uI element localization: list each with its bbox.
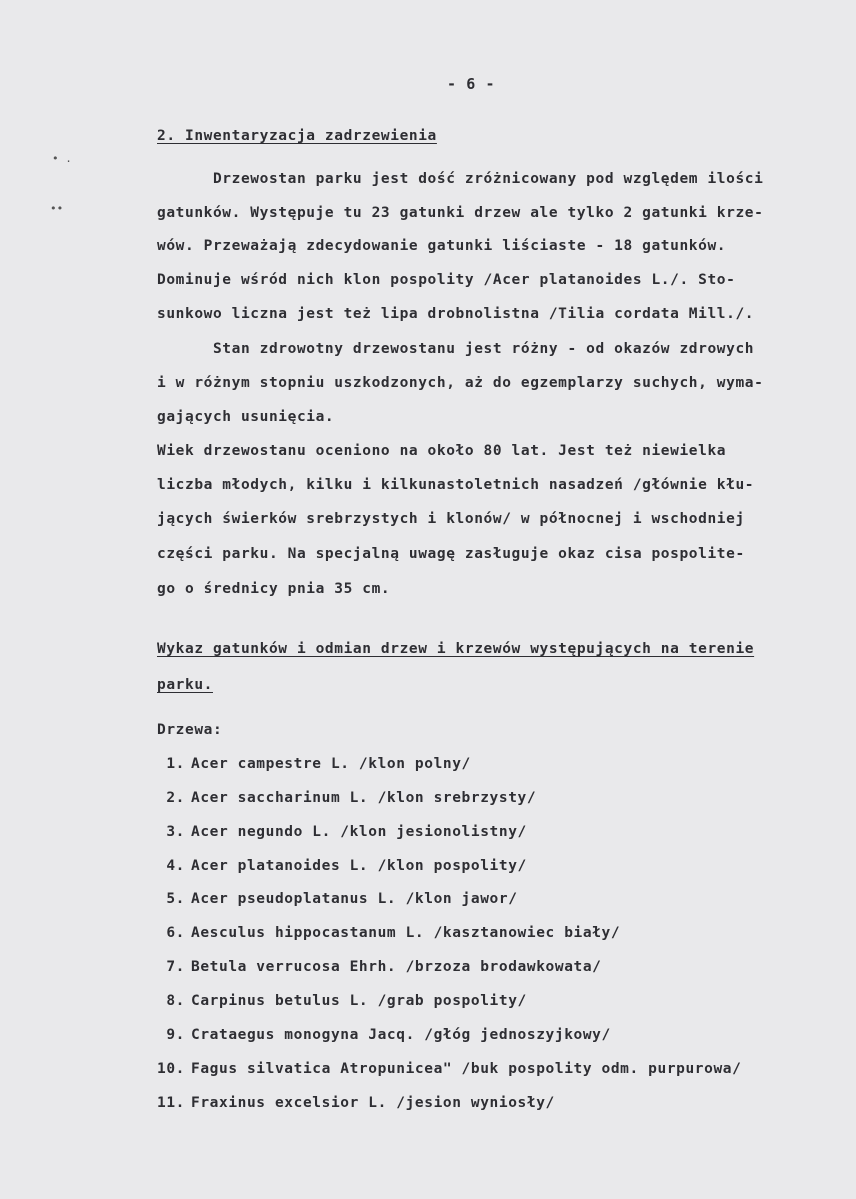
paragraph-line: części parku. Na specjalną uwagę zasługuje okaz cisa pospolite-	[157, 546, 745, 562]
item-text: Fagus silvatica Atropunicea" /buk pospolity odm. purpurowa/	[191, 1061, 742, 1077]
item-text: Betula verrucosa Ehrh. /brzoza brodawkowata/	[191, 959, 602, 975]
item-number: 6.	[166, 925, 185, 941]
paragraph-line: Dominuje wśród nich klon pospolity /Acer platanoides L./. Sto-	[157, 272, 736, 288]
list-item	[157, 891, 518, 907]
item-text: Acer platanoides L. /klon pospolity/	[191, 858, 527, 874]
item-number: 11.	[157, 1095, 185, 1111]
item-number: 8.	[166, 993, 185, 1009]
list-item	[157, 858, 527, 874]
section-heading: 2. Inwentaryzacja zadrzewienia	[157, 128, 437, 144]
item-text: Fraxinus excelsior L. /jesion wyniosły/	[191, 1095, 555, 1111]
item-number: 7.	[166, 959, 185, 975]
list-item	[157, 824, 527, 840]
item-text: Acer saccharinum L. /klon srebrzysty/	[191, 790, 537, 806]
item-text: Carpinus betulus L. /grab pospolity/	[191, 993, 527, 1009]
item-text: Aesculus hippocastanum L. /kasztanowiec biały/	[191, 925, 621, 941]
paragraph-line: gatunków. Występuje tu 23 gatunki drzew ale tylko 2 gatunki krze-	[157, 205, 764, 221]
list-title: Wykaz gatunków i odmian drzew i krzewów występujących na terenie	[157, 641, 755, 657]
paragraph-line: Drzewostan parku jest dość zróżnicowany pod względem ilości	[157, 171, 764, 187]
margin-dots: • .	[52, 152, 72, 165]
paragraph-line: Wiek drzewostanu oceniono na około 80 lat. Jest też niewielka	[157, 443, 727, 459]
list-item	[157, 1027, 611, 1043]
item-text: Acer pseudoplatanus L. /klon jawor/	[191, 891, 518, 907]
item-number: 3.	[166, 824, 185, 840]
list-item	[157, 925, 620, 941]
paragraph-line: jących świerków srebrzystych i klonów/ w północnej i wschodniej	[157, 511, 745, 527]
item-text: Acer negundo L. /klon jesionolistny/	[191, 824, 527, 840]
paragraph-line: Stan zdrowotny drzewostanu jest różny - od okazów zdrowych	[157, 341, 755, 357]
paragraph-line: i w różnym stopniu uszkodzonych, aż do egzemplarzy suchych, wyma-	[157, 375, 764, 391]
list-item	[140, 1061, 741, 1077]
margin-dots: ••	[50, 202, 64, 215]
item-number: 9.	[166, 1027, 185, 1043]
list-title: parku.	[157, 677, 213, 693]
paragraph-line: wów. Przeważają zdecydowanie gatunki liściaste - 18 gatunków.	[157, 238, 727, 254]
list-subheading: Drzewa:	[157, 722, 223, 738]
item-text: Acer campestre L. /klon polny/	[191, 756, 471, 772]
item-number: 5.	[166, 891, 185, 907]
page-number: - 6 -	[447, 75, 496, 93]
paragraph-line: gających usunięcia.	[157, 409, 335, 425]
item-number: 2.	[166, 790, 185, 806]
item-text: Crataegus monogyna Jacq. /głóg jednoszyjkowy/	[191, 1027, 611, 1043]
list-item	[157, 959, 602, 975]
paragraph-line: sunkowo liczna jest też lipa drobnolistna /Tilia cordata Mill./.	[157, 306, 755, 322]
list-item	[157, 756, 471, 772]
paragraph-line: go o średnicy pnia 35 cm.	[157, 581, 391, 597]
item-number: 4.	[166, 858, 185, 874]
paragraph-line: liczba młodych, kilku i kilkunastoletnich nasadzeń /głównie kłu-	[157, 477, 755, 493]
item-number: 10.	[157, 1061, 185, 1077]
list-item	[140, 1095, 555, 1111]
list-item	[157, 790, 536, 806]
item-number: 1.	[166, 756, 185, 772]
list-item	[157, 993, 527, 1009]
